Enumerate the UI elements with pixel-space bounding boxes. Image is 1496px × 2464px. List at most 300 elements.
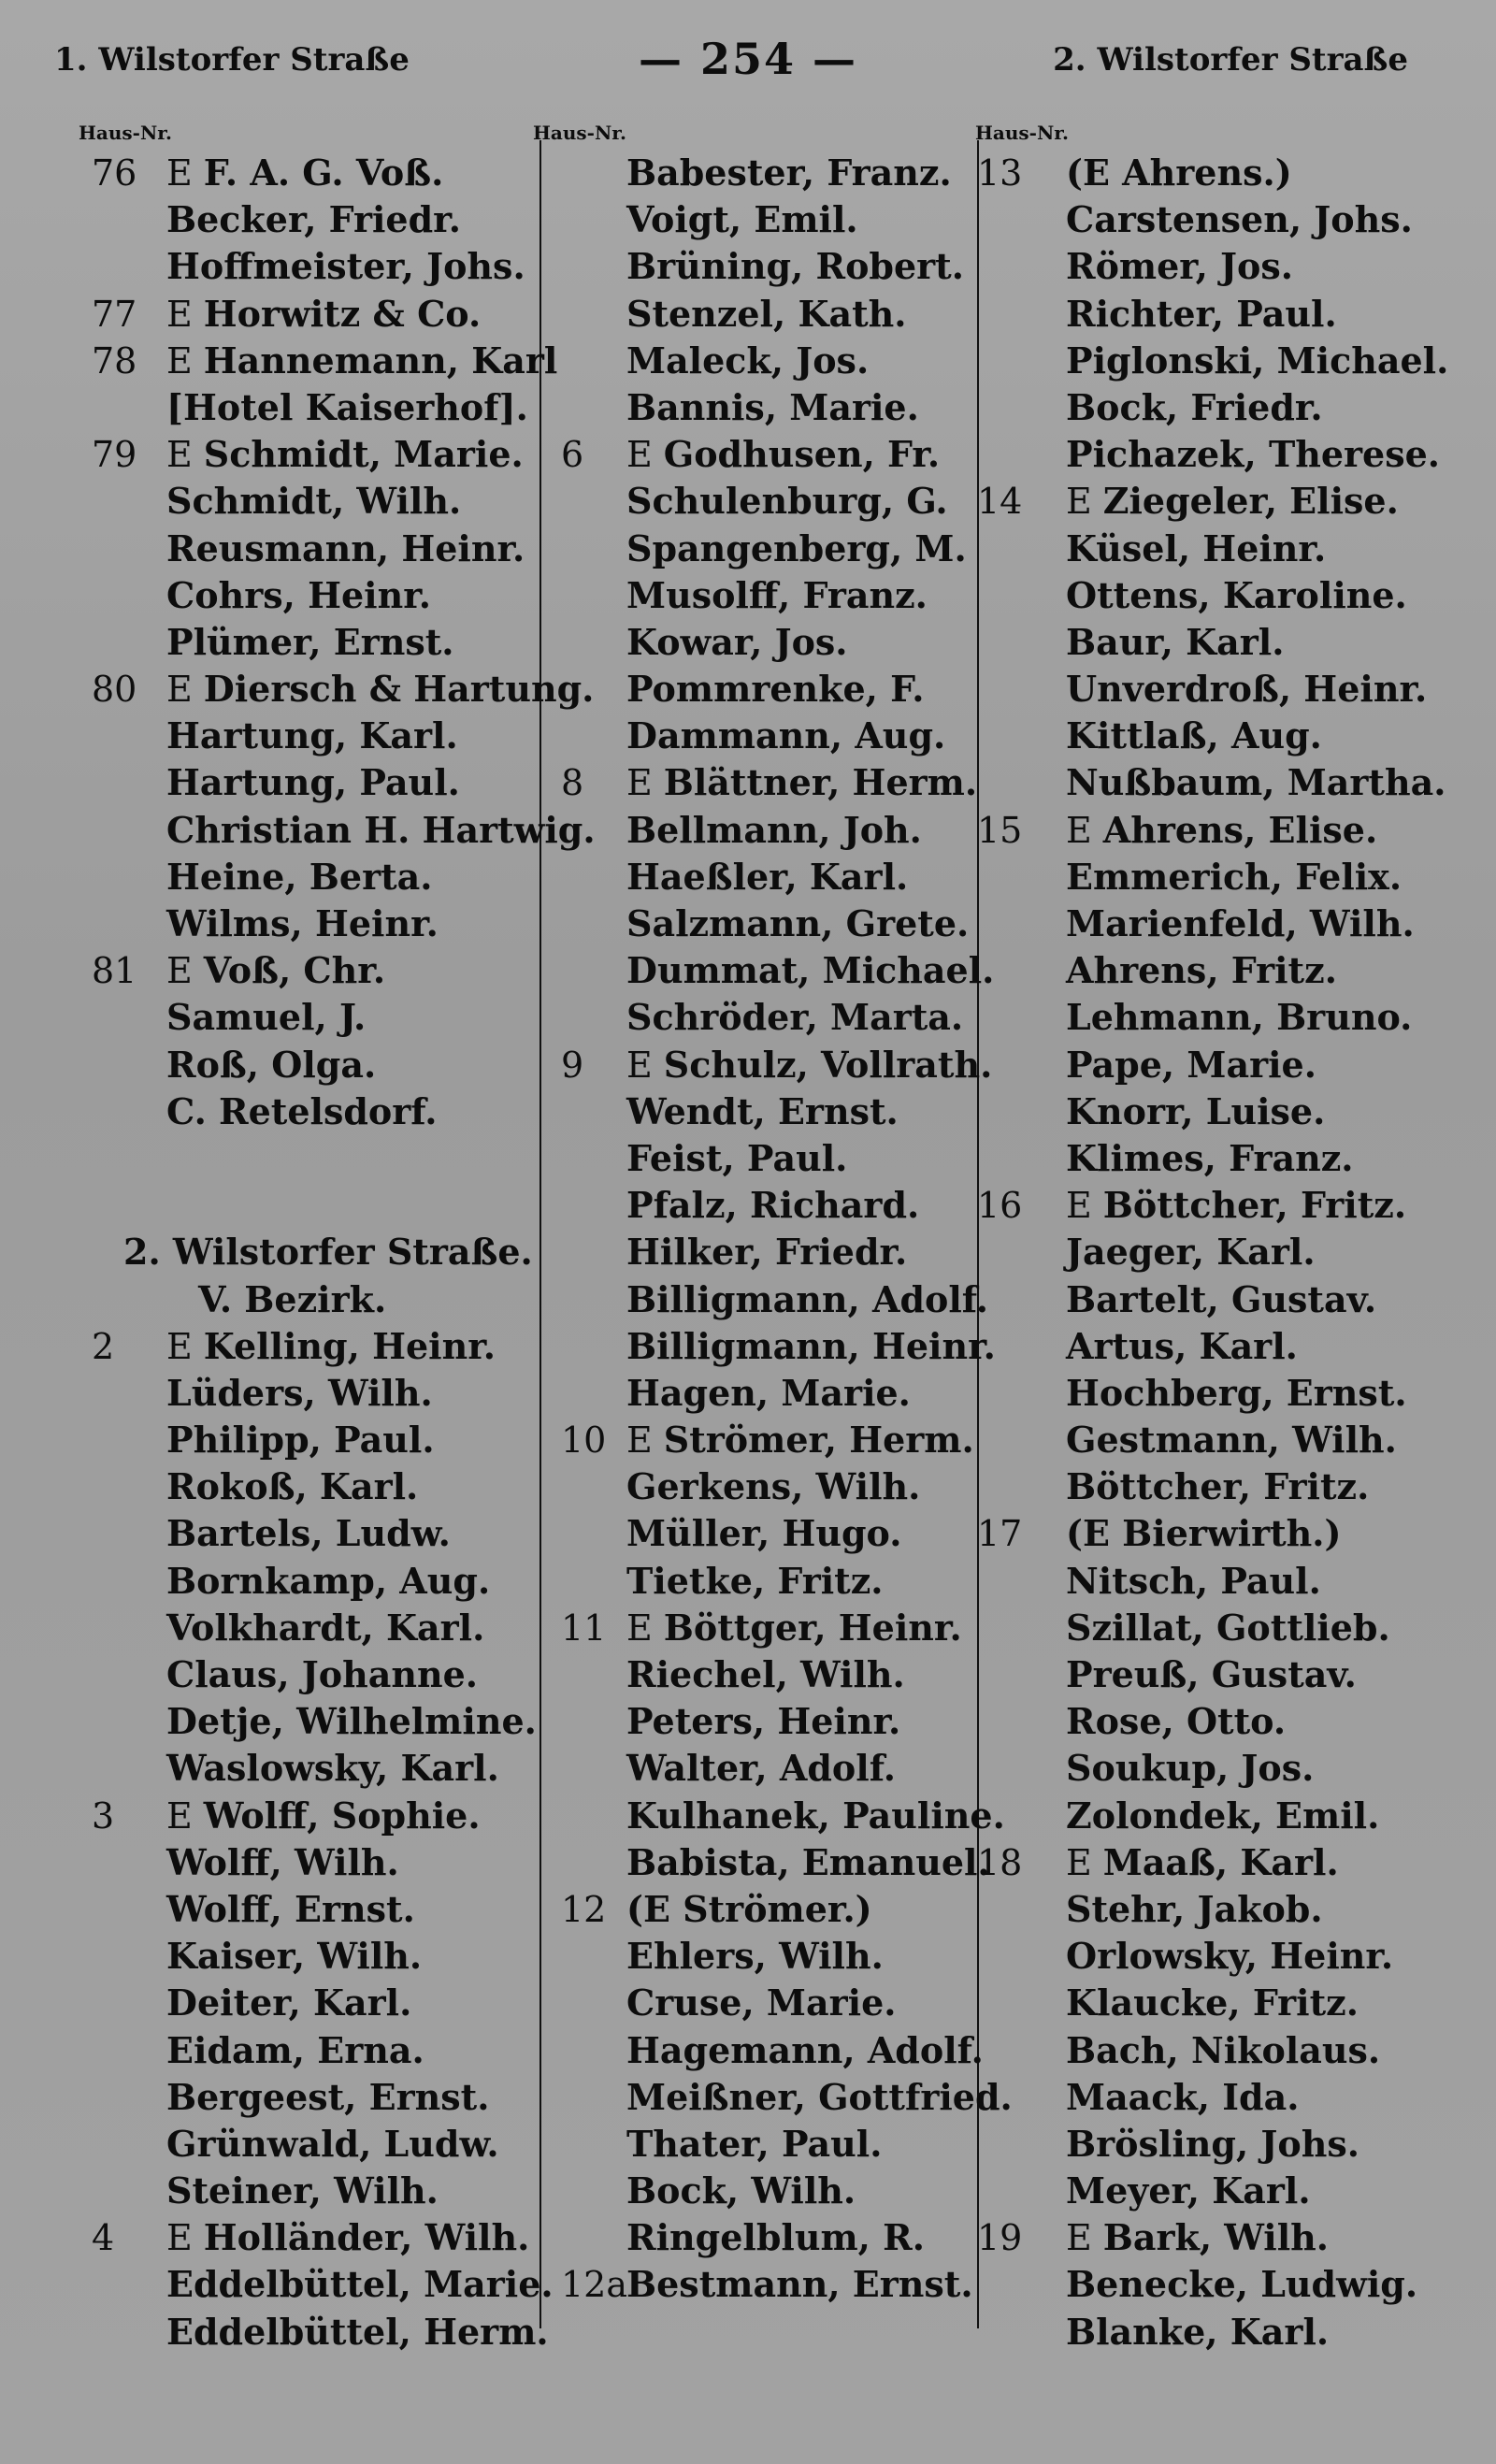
entry-text: [1066, 1510, 1341, 1557]
resident-name: Musolff, Franz.: [626, 573, 928, 616]
entry-text: [626, 2168, 856, 2214]
entry-text: [198, 1276, 386, 1323]
owner-marker: E: [166, 1325, 193, 1367]
directory-entry: [972, 2261, 1477, 2308]
directory-entry: [65, 1510, 533, 1557]
resident-name: Meißner, Gottfried.: [626, 2075, 1013, 2118]
directory-entry: [65, 1463, 533, 1510]
resident-name: Böttcher, Fritz.: [1066, 1465, 1370, 1508]
entry-text: [626, 1698, 900, 1745]
directory-entry: [972, 1651, 1477, 1698]
owner-marker: E: [166, 2217, 193, 2259]
directory-entry: [552, 243, 977, 290]
directory-entry: [65, 196, 533, 243]
entry-text: [626, 1651, 905, 1698]
directory-entry: [972, 901, 1477, 947]
directory-entry: [65, 994, 533, 1041]
entry-text: [1066, 478, 1399, 525]
directory-entry: [972, 1323, 1477, 1370]
resident-name: Brüning, Robert.: [626, 245, 964, 288]
entry-text: [166, 526, 525, 572]
resident-name: Schmidt, Wilh.: [166, 480, 462, 523]
resident-name: Babester, Franz.: [626, 151, 952, 194]
entry-text: [626, 2261, 973, 2308]
entry-text: [1066, 243, 1293, 290]
house-number: 10: [561, 1419, 607, 1462]
entry-text: [166, 1323, 496, 1370]
owner-marker: E: [166, 339, 193, 382]
resident-name: Pichazek, Therese.: [1066, 433, 1441, 476]
entry-text: [626, 901, 969, 947]
directory-entry: [972, 1839, 1477, 1886]
entry-text: [626, 1839, 990, 1886]
resident-name: Eidam, Erna.: [166, 2028, 424, 2071]
entry-text: [166, 2309, 549, 2356]
directory-entry: [65, 2074, 533, 2121]
entry-text: [1066, 1370, 1407, 1417]
entry-text: [626, 1135, 847, 1182]
directory-entry: [972, 1135, 1477, 1182]
resident-name: Stenzel, Kath.: [626, 292, 907, 335]
resident-name: Riechel, Wilh.: [626, 1653, 905, 1695]
resident-name: Stehr, Jakob.: [1066, 1887, 1323, 1930]
directory-entry: [65, 150, 533, 196]
entry-text: [1066, 1042, 1316, 1088]
entry-text: [166, 478, 461, 525]
resident-name: Claus, Johanne.: [166, 1653, 479, 1695]
resident-name: Baur, Karl.: [1066, 620, 1285, 663]
resident-name: Ehlers, Wilh.: [626, 1935, 884, 1978]
entry-text: [1066, 1558, 1321, 1605]
entry-text: [626, 196, 858, 243]
directory-entry: [65, 526, 533, 572]
directory-entry: [552, 1605, 977, 1651]
directory-entry: [552, 478, 977, 525]
directory-entry: [552, 572, 977, 619]
entry-text: [626, 666, 925, 713]
resident-name: Unverdroß, Heinr.: [1066, 668, 1428, 711]
directory-entry: [552, 1370, 977, 1417]
resident-name: Nitsch, Paul.: [1066, 1559, 1321, 1602]
directory-entry: [65, 901, 533, 947]
resident-name: Pape, Marie.: [1066, 1043, 1316, 1086]
resident-name: Spangenberg, M.: [626, 526, 967, 569]
entry-text: [166, 994, 366, 1041]
entry-text: [1066, 901, 1415, 947]
resident-name: Gestmann, Wilh.: [1066, 1419, 1397, 1462]
entry-text: [166, 1042, 376, 1088]
resident-name: Bornkamp, Aug.: [166, 1559, 491, 1602]
resident-name: [Hotel Kaiserhof].: [166, 385, 528, 428]
entry-text: [1066, 1793, 1379, 1839]
entry-text: [626, 384, 919, 431]
resident-name: Hannemann, Karl: [203, 339, 558, 382]
section-heading: [65, 1229, 533, 1275]
resident-name: Thater, Paul.: [626, 2122, 883, 2165]
directory-entry: [972, 291, 1477, 338]
owner-marker: E: [1066, 1841, 1092, 1883]
directory-entry: [972, 666, 1477, 713]
resident-name: Kittlaß, Aug.: [1066, 714, 1322, 757]
resident-name: Kowar, Jos.: [626, 620, 848, 663]
resident-name: Bannis, Marie.: [626, 385, 919, 428]
resident-name: Ahrens, Elise.: [1102, 808, 1378, 851]
house-number: 13: [977, 152, 1023, 194]
entry-text: [1066, 196, 1413, 243]
directory-entry: [552, 1886, 977, 1933]
resident-name: Deiter, Karl.: [166, 1981, 412, 2025]
resident-name: Lüders, Wilh.: [166, 1371, 433, 1414]
entry-text: [1066, 619, 1284, 666]
entry-text: [626, 1276, 988, 1323]
directory-entry: [552, 1510, 977, 1557]
resident-name: Bartels, Ludw.: [166, 1512, 451, 1555]
directory-entry: [552, 150, 977, 196]
house-number: 76: [92, 152, 137, 194]
entry-text: [166, 2074, 489, 2121]
resident-name: Eddelbüttel, Marie.: [166, 2263, 554, 2306]
resident-name: Brösling, Johs.: [1066, 2122, 1359, 2165]
entry-text: [166, 2121, 499, 2168]
house-number: 4: [92, 2217, 115, 2259]
directory-entry: [65, 1417, 533, 1463]
resident-name: Eddelbüttel, Herm.: [166, 2310, 549, 2353]
entry-text: [166, 759, 460, 806]
resident-name: Maleck, Jos.: [626, 339, 870, 382]
resident-name: (E Ahrens.): [1066, 151, 1292, 194]
resident-name: Schulenburg, G.: [626, 480, 948, 523]
directory-entry: [552, 1276, 989, 1323]
resident-name: Hagemann, Adolf.: [626, 2028, 984, 2071]
entry-text: [166, 1698, 537, 1745]
entry-text: [1066, 1980, 1359, 2026]
entry-text: [1066, 2074, 1299, 2121]
directory-entry: [972, 854, 1477, 901]
entry-text: [1066, 947, 1337, 994]
resident-name: Cruse, Marie.: [626, 1981, 897, 2025]
entry-text: [626, 338, 869, 384]
entry-text: [166, 2027, 424, 2074]
owner-marker: E: [166, 950, 193, 992]
entry-text: [166, 2261, 554, 2308]
resident-name: Schmidt, Marie.: [203, 433, 524, 476]
directory-entry: [65, 2214, 533, 2261]
directory-entry: [552, 759, 977, 806]
directory-entry: [972, 2168, 1477, 2214]
entry-text: [1066, 1605, 1390, 1651]
directory-entry: [65, 1605, 533, 1651]
resident-name: Ahrens, Fritz.: [1066, 949, 1337, 992]
directory-entry: [552, 1463, 977, 1510]
entry-text: [626, 1933, 884, 1980]
directory-entry: [65, 478, 533, 525]
resident-name: Haeßler, Karl.: [626, 855, 909, 898]
entry-text: [1066, 1933, 1393, 1980]
resident-name: Maaß, Karl.: [1102, 1840, 1339, 1883]
entry-text: [166, 619, 454, 666]
entry-text: [166, 1886, 415, 1933]
resident-name: Müller, Hugo.: [626, 1512, 902, 1555]
entry-text: [166, 431, 524, 478]
entry-text: [626, 1510, 901, 1557]
resident-name: Marienfeld, Wilh.: [1066, 902, 1415, 944]
entry-text: [1066, 150, 1292, 196]
resident-name: Plümer, Ernst.: [166, 620, 454, 663]
directory-entry: [972, 150, 1477, 196]
resident-name: Piglonski, Michael.: [1066, 339, 1449, 382]
entry-text: [166, 150, 443, 196]
directory-entry: [65, 2121, 533, 2168]
directory-entry: [65, 572, 533, 619]
house-number: 79: [92, 434, 137, 476]
directory-entry: [972, 384, 1477, 431]
directory-entry: [972, 759, 1477, 806]
resident-name: Dammann, Aug.: [626, 714, 946, 757]
resident-name: Hoffmeister, Johs.: [166, 245, 525, 288]
directory-entry: [972, 1793, 1477, 1839]
directory-entry: [65, 1698, 537, 1745]
resident-name: Tietke, Fritz.: [626, 1559, 884, 1602]
directory-entry: [65, 431, 533, 478]
directory-entry: [65, 338, 558, 384]
resident-name: Artus, Karl.: [1066, 1324, 1298, 1367]
entry-text: [166, 1839, 399, 1886]
resident-name: Schröder, Marta.: [626, 996, 964, 1039]
entry-text: [166, 243, 525, 290]
resident-name: Ringelblum, R.: [626, 2216, 925, 2259]
directory-entry: [972, 1463, 1477, 1510]
directory-entry: [552, 291, 977, 338]
resident-name: Kaiser, Wilh.: [166, 1935, 423, 1978]
directory-entry: [972, 1558, 1477, 1605]
owner-marker: E: [626, 1044, 653, 1086]
resident-name: Nußbaum, Martha.: [1066, 761, 1446, 804]
entry-text: [626, 619, 848, 666]
owner-marker: E: [1066, 1185, 1092, 1227]
directory-entry: [65, 1182, 533, 1229]
entry-text: [1066, 666, 1427, 713]
entry-text: [166, 1463, 418, 1510]
directory-entry: [65, 1745, 533, 1792]
directory-entry: [972, 1886, 1477, 1933]
entry-text: [1066, 807, 1377, 854]
entry-text: [1066, 994, 1412, 1041]
directory-entry: [65, 1980, 533, 2026]
entry-text: [626, 478, 948, 525]
resident-name: Benecke, Ludwig.: [1066, 2263, 1418, 2306]
resident-name: Schulz, Vollrath.: [663, 1043, 993, 1086]
entry-text: [1066, 1182, 1406, 1229]
directory-entry: [972, 338, 1477, 384]
resident-name: Jaeger, Karl.: [1066, 1231, 1316, 1274]
owner-marker: E: [166, 669, 193, 711]
directory-entry: [972, 1370, 1477, 1417]
entry-text: [626, 1980, 896, 2026]
resident-name: Böttcher, Fritz.: [1102, 1184, 1407, 1227]
house-number: 81: [92, 950, 137, 992]
directory-entry: [552, 807, 977, 854]
resident-name: Blättner, Herm.: [663, 761, 978, 804]
directory-entry: [65, 2168, 533, 2214]
resident-name: Rokoß, Karl.: [166, 1465, 419, 1508]
directory-entry: [65, 713, 533, 759]
entry-text: [1066, 338, 1448, 384]
entry-text: [626, 1323, 996, 1370]
directory-entry: [972, 1182, 1477, 1229]
directory-entry: [552, 1651, 977, 1698]
resident-name: Klaucke, Fritz.: [1066, 1981, 1359, 2025]
directory-entry: [65, 1886, 533, 1933]
directory-entry: [552, 1417, 977, 1463]
resident-name: Gerkens, Wilh.: [626, 1465, 921, 1508]
running-header-left: 1. Wilstorfer Straße: [54, 41, 410, 79]
entry-text: [166, 1980, 411, 2026]
resident-name: Wolff, Ernst.: [166, 1887, 415, 1930]
directory-entry: [972, 478, 1477, 525]
directory-entry: [552, 947, 995, 994]
directory-entry: [972, 1980, 1477, 2026]
resident-name: Walter, Adolf.: [626, 1747, 896, 1790]
entry-text: [626, 2074, 1013, 2121]
entry-text: [626, 1417, 974, 1463]
directory-entry: [972, 431, 1477, 478]
directory-entry: [552, 901, 977, 947]
house-number: 77: [92, 293, 137, 335]
entry-text: [1066, 2214, 1329, 2261]
resident-name: Ottens, Karoline.: [1066, 573, 1407, 616]
entry-text: [1066, 854, 1402, 901]
resident-name: Szillat, Gottlieb.: [1066, 1606, 1390, 1649]
directory-entry: [972, 243, 1477, 290]
owner-marker: E: [1066, 481, 1092, 523]
directory-entry: [972, 1605, 1477, 1651]
owner-marker: E: [626, 434, 653, 476]
entry-text: [166, 338, 557, 384]
directory-entry: [65, 1558, 533, 1605]
directory-entry: [552, 619, 977, 666]
directory-entry: [972, 1229, 1477, 1275]
entry-text: [1066, 759, 1446, 806]
directory-entry: [552, 431, 977, 478]
directory-entry: [972, 1276, 1477, 1323]
entry-text: [166, 1417, 435, 1463]
directory-entry: [65, 1651, 533, 1698]
resident-name: Zolondek, Emil.: [1066, 1794, 1380, 1837]
entry-text: [626, 2121, 882, 2168]
house-number: 16: [977, 1185, 1023, 1227]
directory-entry: [65, 384, 533, 431]
directory-entry: [552, 1933, 977, 1980]
house-number: 15: [977, 809, 1023, 851]
entry-text: [1066, 1463, 1369, 1510]
house-number: 19: [977, 2217, 1023, 2259]
directory-entry: [65, 619, 533, 666]
directory-entry: [65, 1793, 533, 1839]
resident-name: Holländer, Wilh.: [203, 2216, 530, 2259]
directory-entry: [972, 1417, 1477, 1463]
resident-name: Wolff, Wilh.: [166, 1840, 399, 1883]
entry-text: [1066, 291, 1337, 338]
resident-name: Strömer, Herm.: [663, 1419, 974, 1462]
entry-text: [626, 807, 922, 854]
directory-entry: [972, 2214, 1477, 2261]
entry-text: [626, 572, 928, 619]
house-number: 11: [561, 1607, 607, 1649]
resident-name: Carstensen, Johs.: [1066, 198, 1413, 241]
resident-name: Peters, Heinr.: [626, 1700, 901, 1743]
resident-name: Pommrenke, F.: [626, 668, 925, 711]
owner-marker: E: [166, 152, 193, 194]
resident-name: Wolff, Sophie.: [203, 1794, 481, 1837]
entry-text: [1066, 1745, 1314, 1792]
resident-name: Voigt, Emil.: [626, 198, 858, 241]
resident-name: Feist, Paul.: [626, 1136, 848, 1179]
directory-entry: [972, 2121, 1477, 2168]
entry-text: [626, 243, 964, 290]
resident-name: Orlowsky, Heinr.: [1066, 1935, 1394, 1978]
entry-text: [1066, 1417, 1397, 1463]
entry-text: [626, 2214, 925, 2261]
directory-entry: [552, 2214, 977, 2261]
resident-name: Richter, Paul.: [1066, 292, 1337, 335]
directory-entry: [65, 1933, 533, 1980]
resident-name: Christian H. Hartwig.: [166, 808, 596, 851]
directory-entry: [972, 1933, 1477, 1980]
directory-entry: [552, 854, 977, 901]
resident-name: Billigmann, Heinr.: [626, 1324, 996, 1367]
entry-text: [626, 1793, 1005, 1839]
resident-name: Küsel, Heinr.: [1066, 526, 1327, 569]
resident-name: Waslowsky, Karl.: [166, 1747, 499, 1790]
entry-text: [626, 994, 963, 1041]
directory-entry: [972, 713, 1477, 759]
house-number-label: Haus-Nr.: [533, 122, 626, 144]
entry-text: [1066, 2121, 1359, 2168]
owner-marker: E: [626, 1607, 653, 1649]
resident-name: Reusmann, Heinr.: [166, 526, 525, 569]
directory-entry: [552, 1793, 1005, 1839]
owner-marker: E: [1066, 809, 1092, 851]
page-number: — 254 —: [638, 34, 858, 84]
entry-text: [166, 1933, 422, 1980]
entry-text: [1066, 713, 1322, 759]
entry-text: [166, 2214, 529, 2261]
resident-name: Hartung, Paul.: [166, 761, 460, 804]
resident-name: Bock, Wilh.: [626, 2169, 856, 2212]
entry-text: [1066, 1698, 1286, 1745]
entry-text: [123, 1229, 533, 1275]
resident-name: Babista, Emanuel.: [626, 1840, 990, 1883]
entry-text: [166, 854, 433, 901]
directory-entry: [65, 854, 533, 901]
directory-entry: [65, 1839, 533, 1886]
running-header-right: 2. Wilstorfer Straße: [1053, 41, 1408, 79]
entry-text: [166, 1651, 478, 1698]
resident-name: Bock, Friedr.: [1066, 385, 1323, 428]
resident-name: Hochberg, Ernst.: [1066, 1371, 1407, 1414]
directory-entry: [552, 338, 977, 384]
directory-entry: [552, 1323, 996, 1370]
resident-name: Wendt, Ernst.: [626, 1089, 899, 1132]
entry-text: [1066, 1651, 1357, 1698]
directory-entry: [65, 947, 533, 994]
directory-entry: [552, 1839, 990, 1886]
resident-name: Meyer, Karl.: [1066, 2169, 1311, 2212]
entry-text: [166, 384, 528, 431]
entry-text: [626, 1886, 872, 1933]
owner-marker: E: [626, 762, 653, 804]
entry-text: [166, 1510, 451, 1557]
